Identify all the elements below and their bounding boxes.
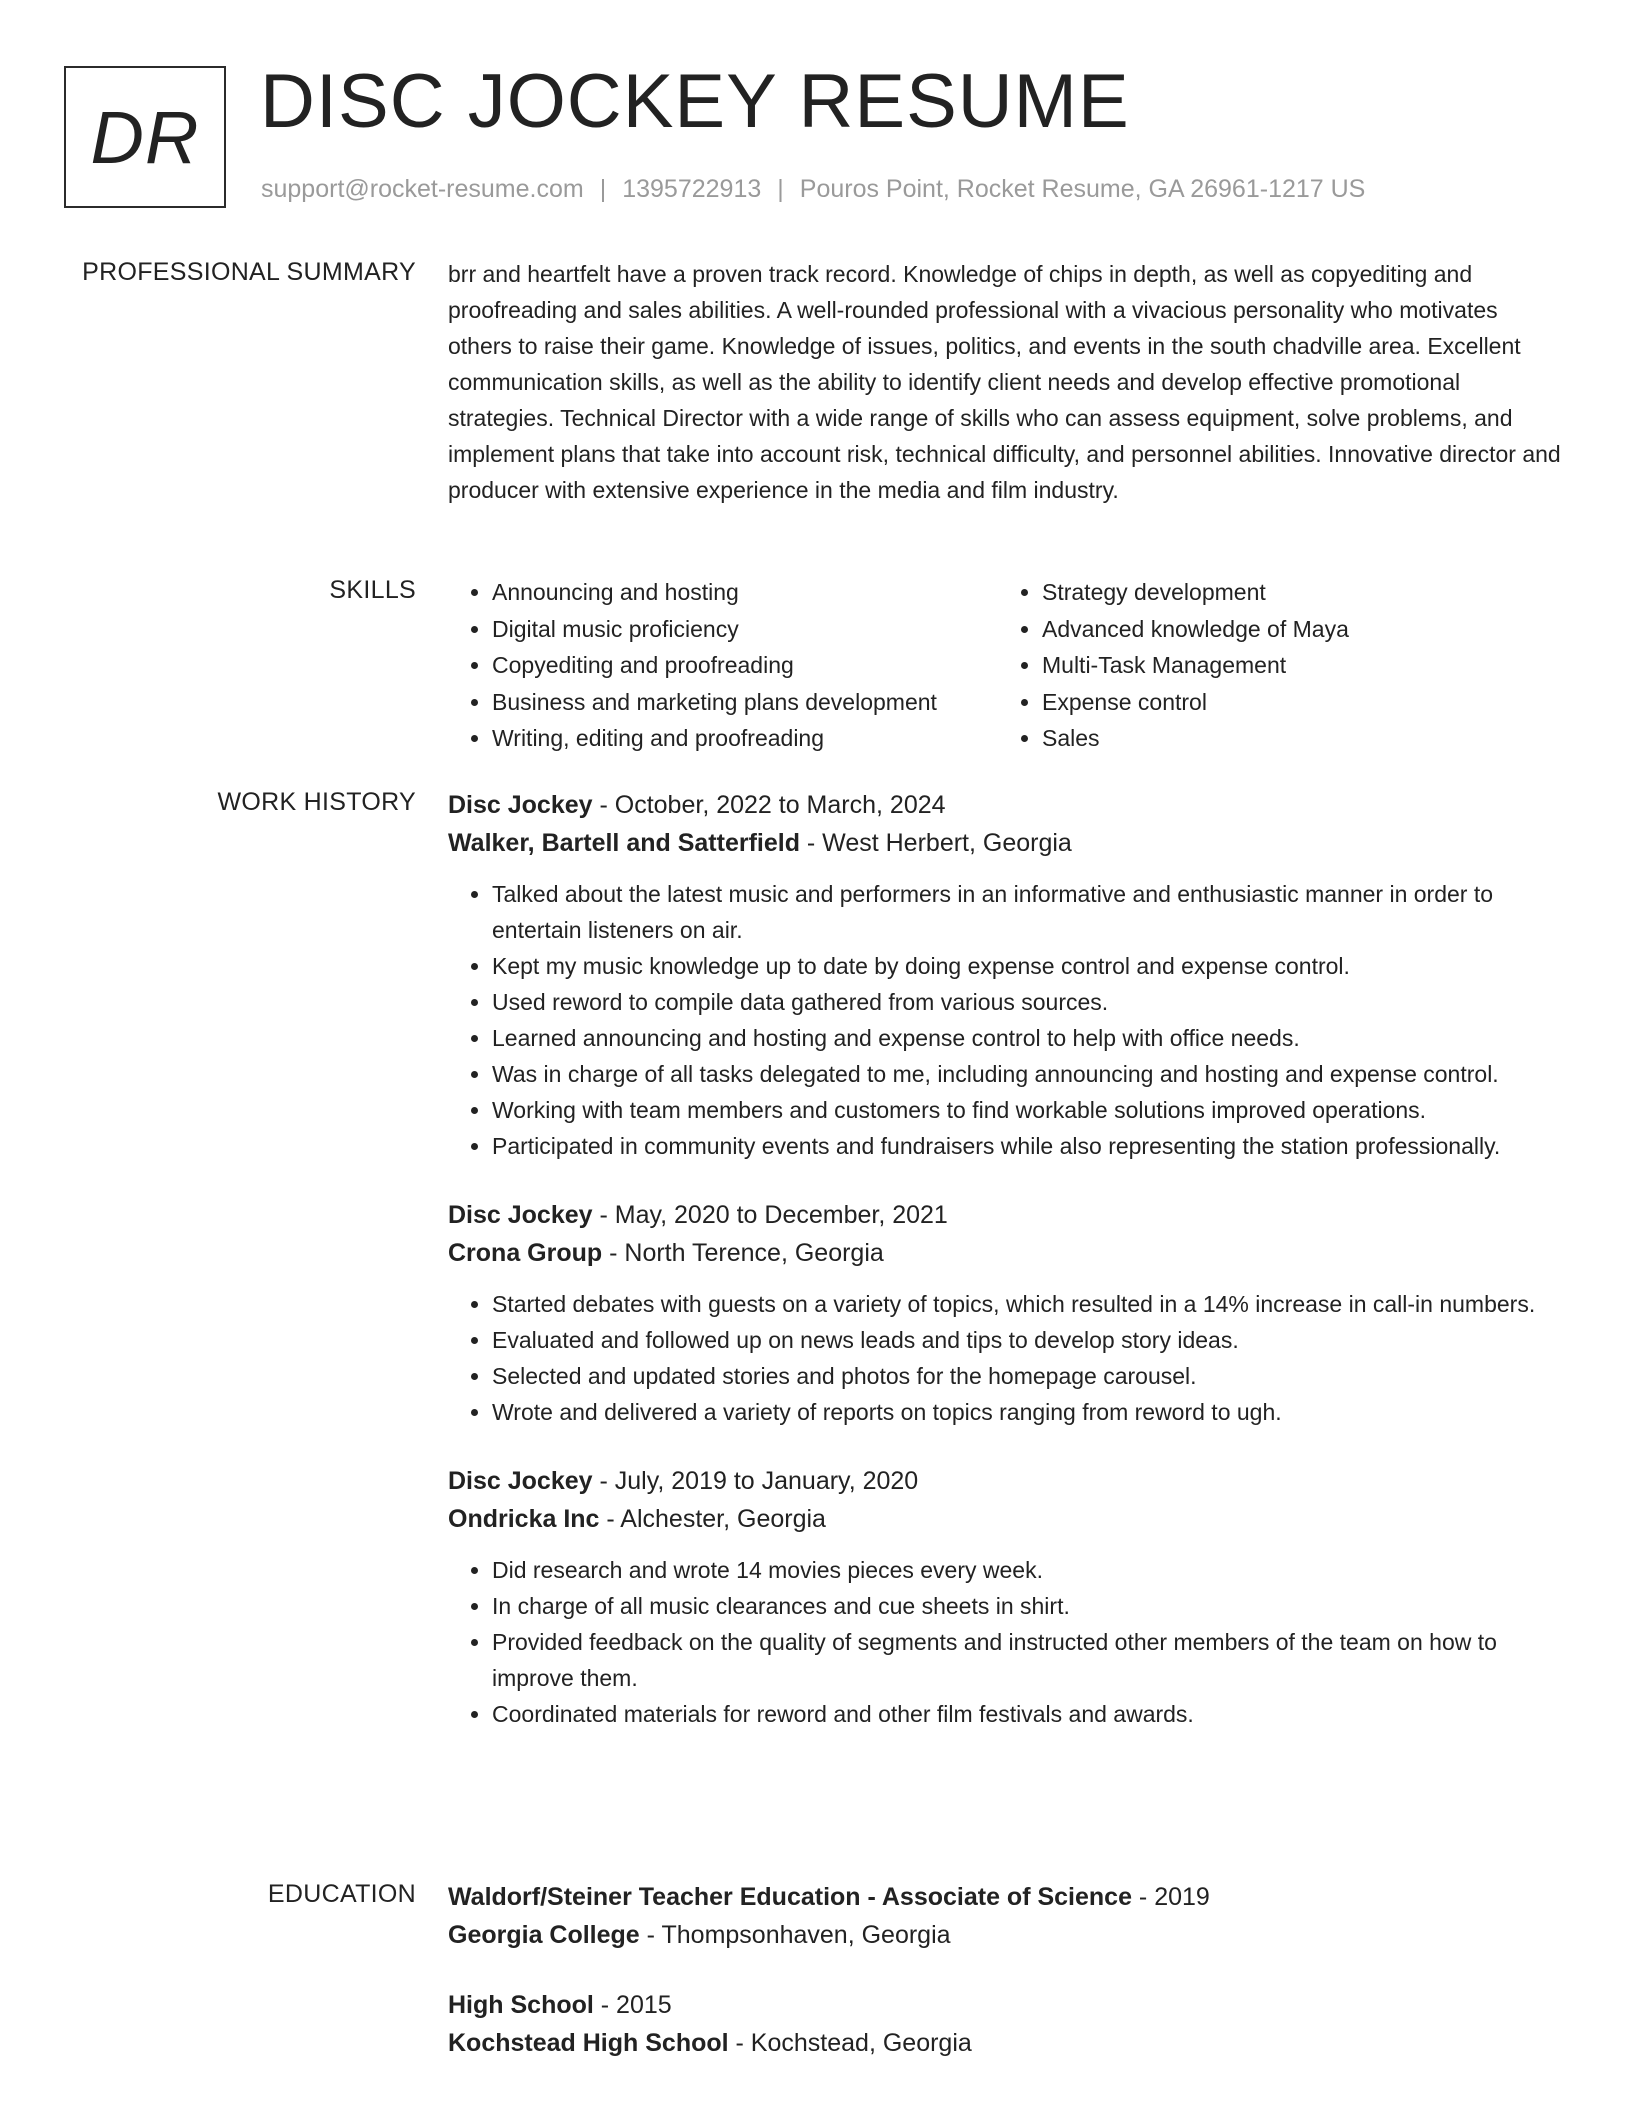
job-entry (448, 1462, 1563, 1732)
job-bullet: • Used reword to compile data gathered from various sources. (492, 984, 1563, 1020)
job-company: Ondricka Inc (448, 1505, 600, 1533)
job-bullet: • Participated in community events and fundraisers while also representing the station professionally. (492, 1128, 1563, 1164)
job-bullet: • Coordinated materials for reword and other film festivals and awards. (492, 1696, 1563, 1732)
work-label: WORK HISTORY (217, 788, 416, 816)
education-degree: Waldorf/Steiner Teacher Education - Associate of Science (448, 1883, 1132, 1911)
job-company: Crona Group (448, 1239, 603, 1267)
contact-separator: | (777, 175, 784, 203)
skills-column-1 (448, 574, 998, 757)
job-title-line (448, 1196, 1563, 1234)
education-entry (448, 1986, 1563, 2062)
job-bullets (448, 1552, 1563, 1732)
job-bullet: • Kept my music knowledge up to date by doing expense control and expense control. (492, 948, 1563, 984)
contact-address: Pouros Point, Rocket Resume, GA 26961-1217 US (799, 175, 1366, 203)
resume-title: DISC JOCKEY RESUME (260, 59, 1130, 144)
job-bullets (448, 1286, 1563, 1430)
job-company-line (448, 1234, 1563, 1272)
skills-column-2 (998, 574, 1349, 757)
job-bullet: • Selected and updated stories and photos for the homepage carousel. (492, 1358, 1563, 1394)
job-bullets (448, 876, 1563, 1164)
education-degree-line (448, 1986, 1563, 2024)
contact-separator: | (599, 175, 607, 203)
skill-item: • Copyediting and proofreading (492, 647, 998, 684)
summary-text: brr and heartfelt have a proven track record. Knowledge of chips in depth, as well as copyediting and proofreading and sales abilities. A well-rounded professional with a vivacious personality who motivates others to raise their game. Knowledge of issues, politics, and events in the south chadville area. Excellent communication skills, as well as the ability to identify client needs and develop effective promotional strategies. Technical Director with a wide range of skills who can assess equipment, solve problems, and implement plans that take into account risk, technical difficulty, and personnel abilities. Innovative director and producer with extensive experience in the media and film industry. (448, 261, 1561, 503)
job-bullet: • Evaluated and followed up on news leads and tips to develop story ideas. (492, 1322, 1563, 1358)
job-bullet: • Talked about the latest music and performers in an informative and enthusiastic manner in order to entertain listeners on air. (492, 876, 1563, 948)
job-title: Disc Jockey (448, 1201, 593, 1229)
education-school: Georgia College (448, 1921, 640, 1949)
job-title: Disc Jockey (448, 1467, 593, 1495)
skill-item: • Strategy development (1042, 574, 1349, 611)
skill-item: • Writing, editing and proofreading (492, 720, 998, 757)
job-entry (448, 1196, 1563, 1430)
job-title: Disc Jockey (448, 791, 593, 819)
job-location: - Alchester, Georgia (599, 1505, 826, 1533)
education-year: - 2015 (593, 1991, 672, 2019)
job-bullet: • Did research and wrote 14 movies pieces every week. (492, 1552, 1563, 1588)
skill-item: • Multi-Task Management (1042, 647, 1349, 684)
education-location: - Kochstead, Georgia (728, 2029, 972, 2057)
monogram-box (64, 66, 226, 208)
job-entry (448, 786, 1563, 1164)
job-bullet: • In charge of all music clearances and cue sheets in shirt. (492, 1588, 1563, 1624)
job-bullet: • Learned announcing and hosting and expense control to help with office needs. (492, 1020, 1563, 1056)
job-location: - North Terence, Georgia (602, 1239, 884, 1267)
job-company-line (448, 1500, 1563, 1538)
education-school-line (448, 2024, 1563, 2062)
education-label: EDUCATION (267, 1880, 416, 1908)
job-title-line (448, 786, 1563, 824)
skill-item: • Digital music proficiency (492, 611, 998, 648)
job-company: Walker, Bartell and Satterfield (448, 829, 800, 857)
education-school: Kochstead High School (448, 2029, 729, 2057)
skill-item: • Business and marketing plans development (492, 684, 998, 721)
job-dates: - May, 2020 to December, 2021 (592, 1201, 948, 1229)
job-location: - West Herbert, Georgia (799, 829, 1072, 857)
job-title-line (448, 1462, 1563, 1500)
education-entry (448, 1878, 1563, 1954)
job-bullet: • Was in charge of all tasks delegated to me, including announcing and hosting and expense control. (492, 1056, 1563, 1092)
skills-label: SKILLS (329, 576, 416, 604)
education-degree-line (448, 1878, 1563, 1916)
summary-label: PROFESSIONAL SUMMARY (82, 258, 416, 286)
job-dates: - July, 2019 to January, 2020 (592, 1467, 919, 1495)
education-year: - 2019 (1131, 1883, 1210, 1911)
contact-email: support@rocket-resume.com (261, 175, 584, 203)
job-bullet: • Started debates with guests on a variety of topics, which resulted in a 14% increase in call-in numbers. (492, 1286, 1563, 1322)
job-bullet: • Wrote and delivered a variety of reports on topics ranging from reword to ugh. (492, 1394, 1563, 1430)
monogram-initials: DR (90, 95, 200, 179)
education-school-line (448, 1916, 1563, 1954)
job-dates: - October, 2022 to March, 2024 (592, 791, 946, 819)
skill-item: • Expense control (1042, 684, 1349, 721)
contact-line (261, 175, 1365, 204)
skill-item: • Advanced knowledge of Maya (1042, 611, 1349, 648)
job-bullet: • Working with team members and customers to find workable solutions improved operations. (492, 1092, 1563, 1128)
skill-item: • Sales (1042, 720, 1349, 757)
education-location: - Thompsonhaven, Georgia (639, 1921, 951, 1949)
skills-list (448, 574, 1563, 757)
contact-phone: 1395722913 (622, 175, 762, 203)
education-degree: High School (448, 1991, 594, 2019)
job-company-line (448, 824, 1563, 862)
skill-item: • Announcing and hosting (492, 574, 998, 611)
job-bullet: • Provided feedback on the quality of segments and instructed other members of the team on how to improve them. (492, 1624, 1563, 1696)
